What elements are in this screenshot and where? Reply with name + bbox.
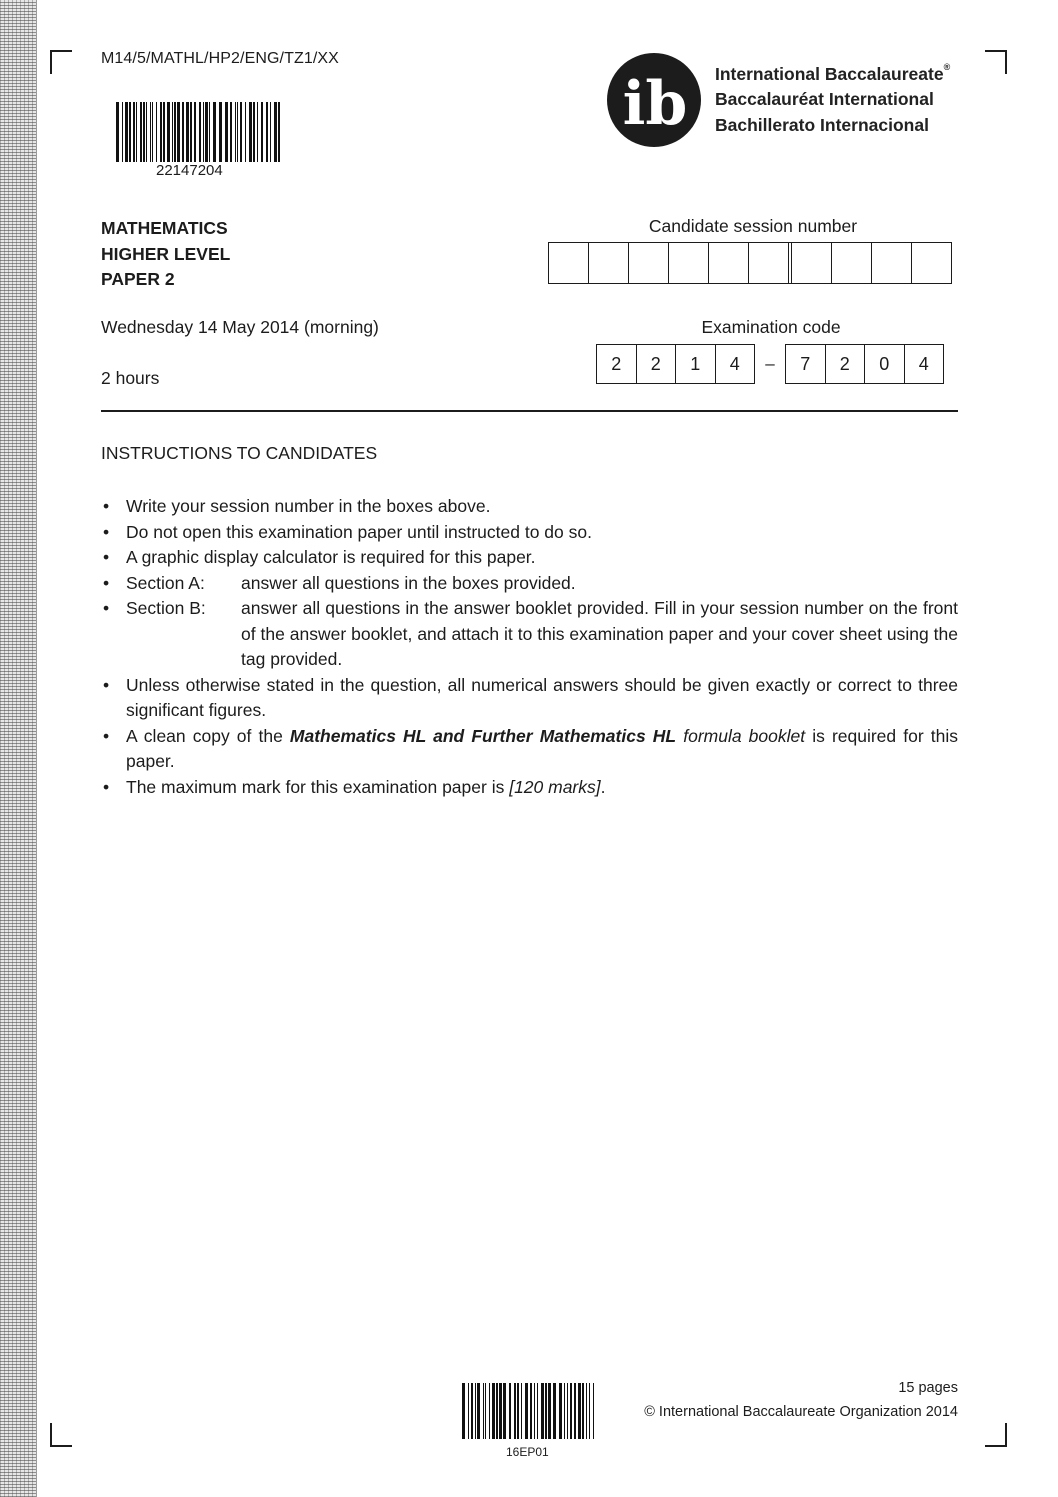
section-a-label: • Section A:	[126, 572, 205, 593]
subject-level: HIGHER LEVEL	[101, 243, 231, 264]
session-digit-box[interactable]	[549, 243, 589, 283]
exam-code-dash: –	[765, 354, 775, 373]
section-a-text: answer all questions in the boxes provided.	[241, 572, 576, 593]
crop-mark-top-left	[50, 50, 72, 74]
session-digit-box[interactable]	[669, 243, 709, 283]
session-digit-box[interactable]	[589, 243, 629, 283]
exam-code-group-right	[785, 344, 944, 384]
candidate-session-label: Candidate session number	[648, 216, 858, 236]
exam-code-label: Examination code	[701, 317, 841, 337]
binding-strip	[0, 0, 37, 1497]
org-name-fr: Baccalauréat International	[715, 89, 934, 110]
session-digit-box[interactable]	[792, 243, 832, 283]
crop-mark-bottom-right	[985, 1423, 1007, 1447]
instruction-item: • Write your session number in the boxes above.	[101, 494, 958, 520]
session-digit-box[interactable]	[629, 243, 669, 283]
instruction-item: • Unless otherwise stated in the question, all numerical answers should be given exactly or correct to three significant figures.	[101, 673, 958, 724]
exam-code-digit: 1	[676, 345, 716, 383]
instruction-item	[101, 775, 958, 801]
org-name-es: Bachillerato Internacional	[715, 114, 929, 135]
subject-title: MATHEMATICS	[101, 218, 228, 238]
barcode-bottom	[462, 1383, 594, 1439]
exam-date: Wednesday 14 May 2014 (morning)	[101, 317, 379, 337]
formula-booklet-pre: A clean copy of the	[126, 725, 290, 746]
page-count: 15 pages	[898, 1380, 958, 1396]
copyright: © International Baccalaureate Organization 2014	[644, 1404, 958, 1420]
session-digit-box[interactable]	[709, 243, 749, 283]
subject-paper: PAPER 2	[101, 269, 175, 289]
header-divider	[101, 410, 958, 412]
exam-code-digit: 0	[865, 345, 905, 383]
formula-booklet-word: formula booklet	[676, 725, 806, 746]
exam-code-digit: 7	[786, 345, 826, 383]
barcode-number: 22147204	[156, 162, 223, 179]
crop-mark-top-right	[985, 50, 1007, 74]
instruction-item	[101, 596, 958, 673]
org-name-en: International Baccalaureate®	[715, 62, 951, 84]
exam-code-digit: 2	[637, 345, 677, 383]
organization-names	[715, 58, 950, 138]
exam-code-group-left	[596, 344, 755, 384]
registered-mark: ®	[943, 62, 951, 72]
instruction-item: • Do not open this examination paper until instructed to do so.	[101, 520, 958, 546]
section-b-label: • Section B:	[126, 598, 206, 618]
paper-code: M14/5/MATHL/HP2/ENG/TZ1/XX	[101, 50, 339, 67]
instruction-item	[101, 571, 958, 597]
crop-mark-bottom-left	[50, 1423, 72, 1447]
instructions-list	[101, 494, 958, 800]
exam-code-digit: 2	[826, 345, 866, 383]
barcode-bottom-number: 16EP01	[506, 1445, 549, 1459]
max-mark-value: [120 marks]	[509, 776, 601, 797]
instruction-item	[101, 724, 958, 775]
exam-code-digit: 4	[729, 353, 740, 374]
exam-code-digit: 2	[597, 345, 637, 383]
instructions-title: INSTRUCTIONS TO CANDIDATES	[101, 443, 378, 463]
exam-code-digit: 4	[918, 353, 929, 374]
logo-letters: ib	[622, 69, 688, 139]
candidate-session-boxes[interactable]	[548, 242, 952, 284]
subject-block	[101, 216, 230, 293]
session-digit-box[interactable]	[749, 243, 792, 283]
session-digit-box[interactable]	[832, 243, 872, 283]
ib-logo	[606, 52, 712, 148]
instruction-item: • A graphic display calculator is required for this paper.	[101, 545, 958, 571]
section-b-text: answer all questions in the answer booklet provided. Fill in your session number on the front of the answer booklet, and attach it to this examination paper and your cover sheet using the tag provided.	[241, 598, 958, 669]
barcode-top	[116, 102, 280, 162]
formula-booklet-title: Mathematics HL and Further Mathematics HL	[289, 725, 677, 746]
session-digit-box[interactable]	[872, 243, 912, 283]
exam-duration: 2 hours	[101, 368, 160, 388]
exam-code	[596, 344, 944, 384]
max-mark-pre: The maximum mark for this examination paper is	[126, 776, 510, 797]
max-mark-post: .	[600, 776, 606, 797]
session-digit-box[interactable]	[912, 243, 951, 283]
formula-booklet-post: is required for this paper.	[126, 725, 958, 771]
